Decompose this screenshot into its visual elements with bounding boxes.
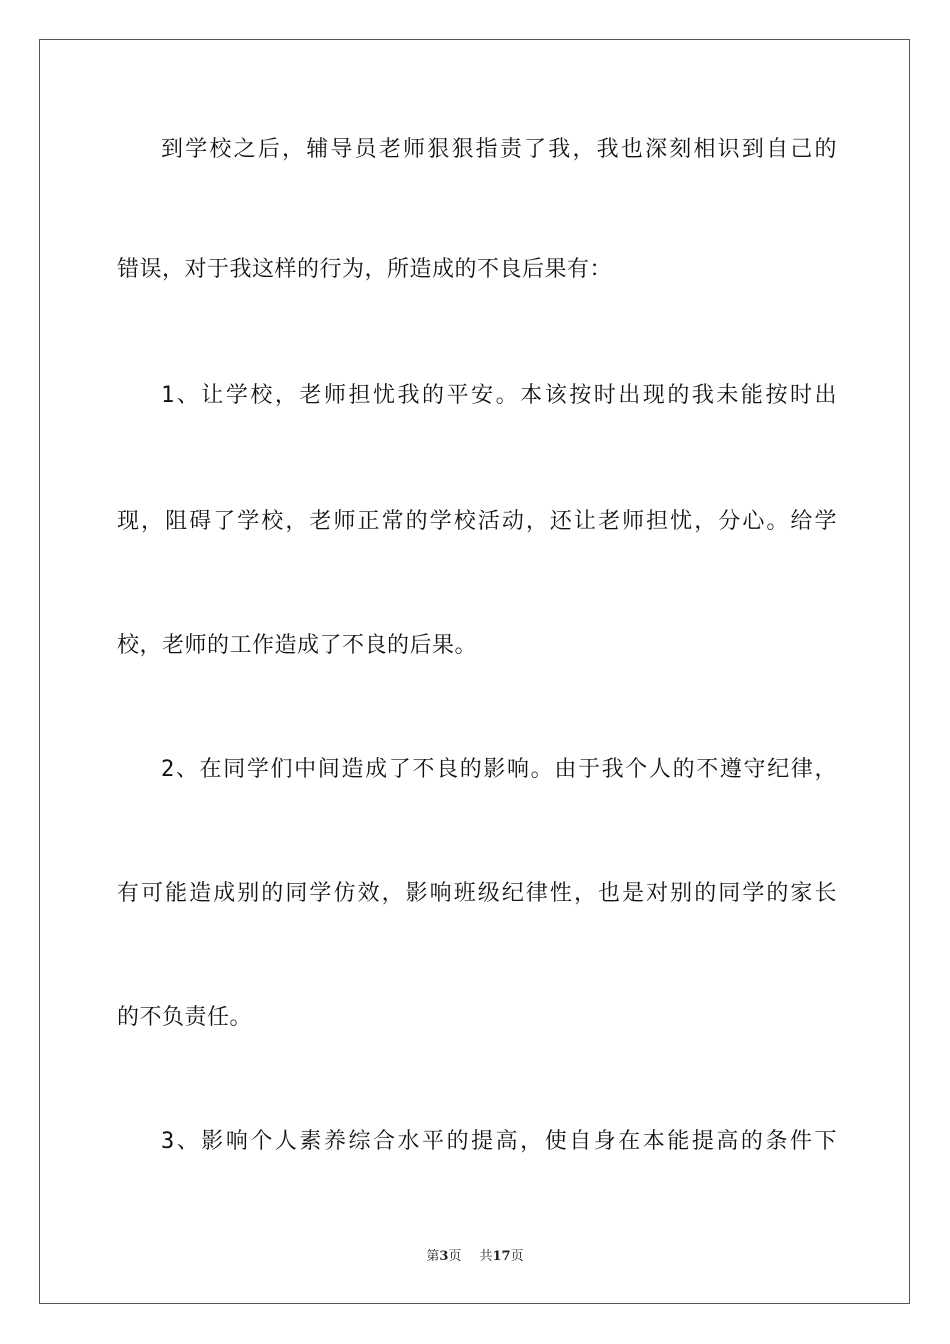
paragraph-line-8: 的不负责任。 xyxy=(117,1005,253,1030)
paragraph-line-1: 到学校之后，辅导员老师狠狠指责了我，我也深刻相识到自己的 xyxy=(161,137,837,162)
paragraph-line-7: 有可能造成别的同学仿效，影响班级纪律性，也是对别的同学的家长 xyxy=(117,881,837,906)
page-frame xyxy=(39,39,910,1304)
paragraph-line-3: 1、让学校，老师担忧我的平安。本该按时出现的我未能按时出 xyxy=(161,383,837,408)
paragraph-line-2: 错误，对于我这样的行为，所造成的不良后果有： xyxy=(117,257,613,282)
paragraph-line-4: 现，阻碍了学校，老师正常的学校活动，还让老师担忧，分心。给学 xyxy=(117,509,837,534)
footer-page-suffix: 页 xyxy=(448,1249,462,1264)
footer-total-pages: 17 xyxy=(492,1249,511,1264)
page-footer xyxy=(0,1248,950,1266)
paragraph-line-6: 2、在同学们中间造成了不良的影响。由于我个人的不遵守纪律， xyxy=(161,757,837,782)
footer-page-number: 3 xyxy=(439,1249,449,1264)
footer-total-suffix: 页 xyxy=(510,1249,524,1264)
paragraph-line-5: 校，老师的工作造成了不良的后果。 xyxy=(117,633,478,658)
footer-total-prefix: 共 xyxy=(479,1249,493,1264)
paragraph-line-9: 3、影响个人素养综合水平的提高，使自身在本能提高的条件下 xyxy=(161,1129,837,1154)
footer-page-prefix: 第 xyxy=(426,1249,440,1264)
